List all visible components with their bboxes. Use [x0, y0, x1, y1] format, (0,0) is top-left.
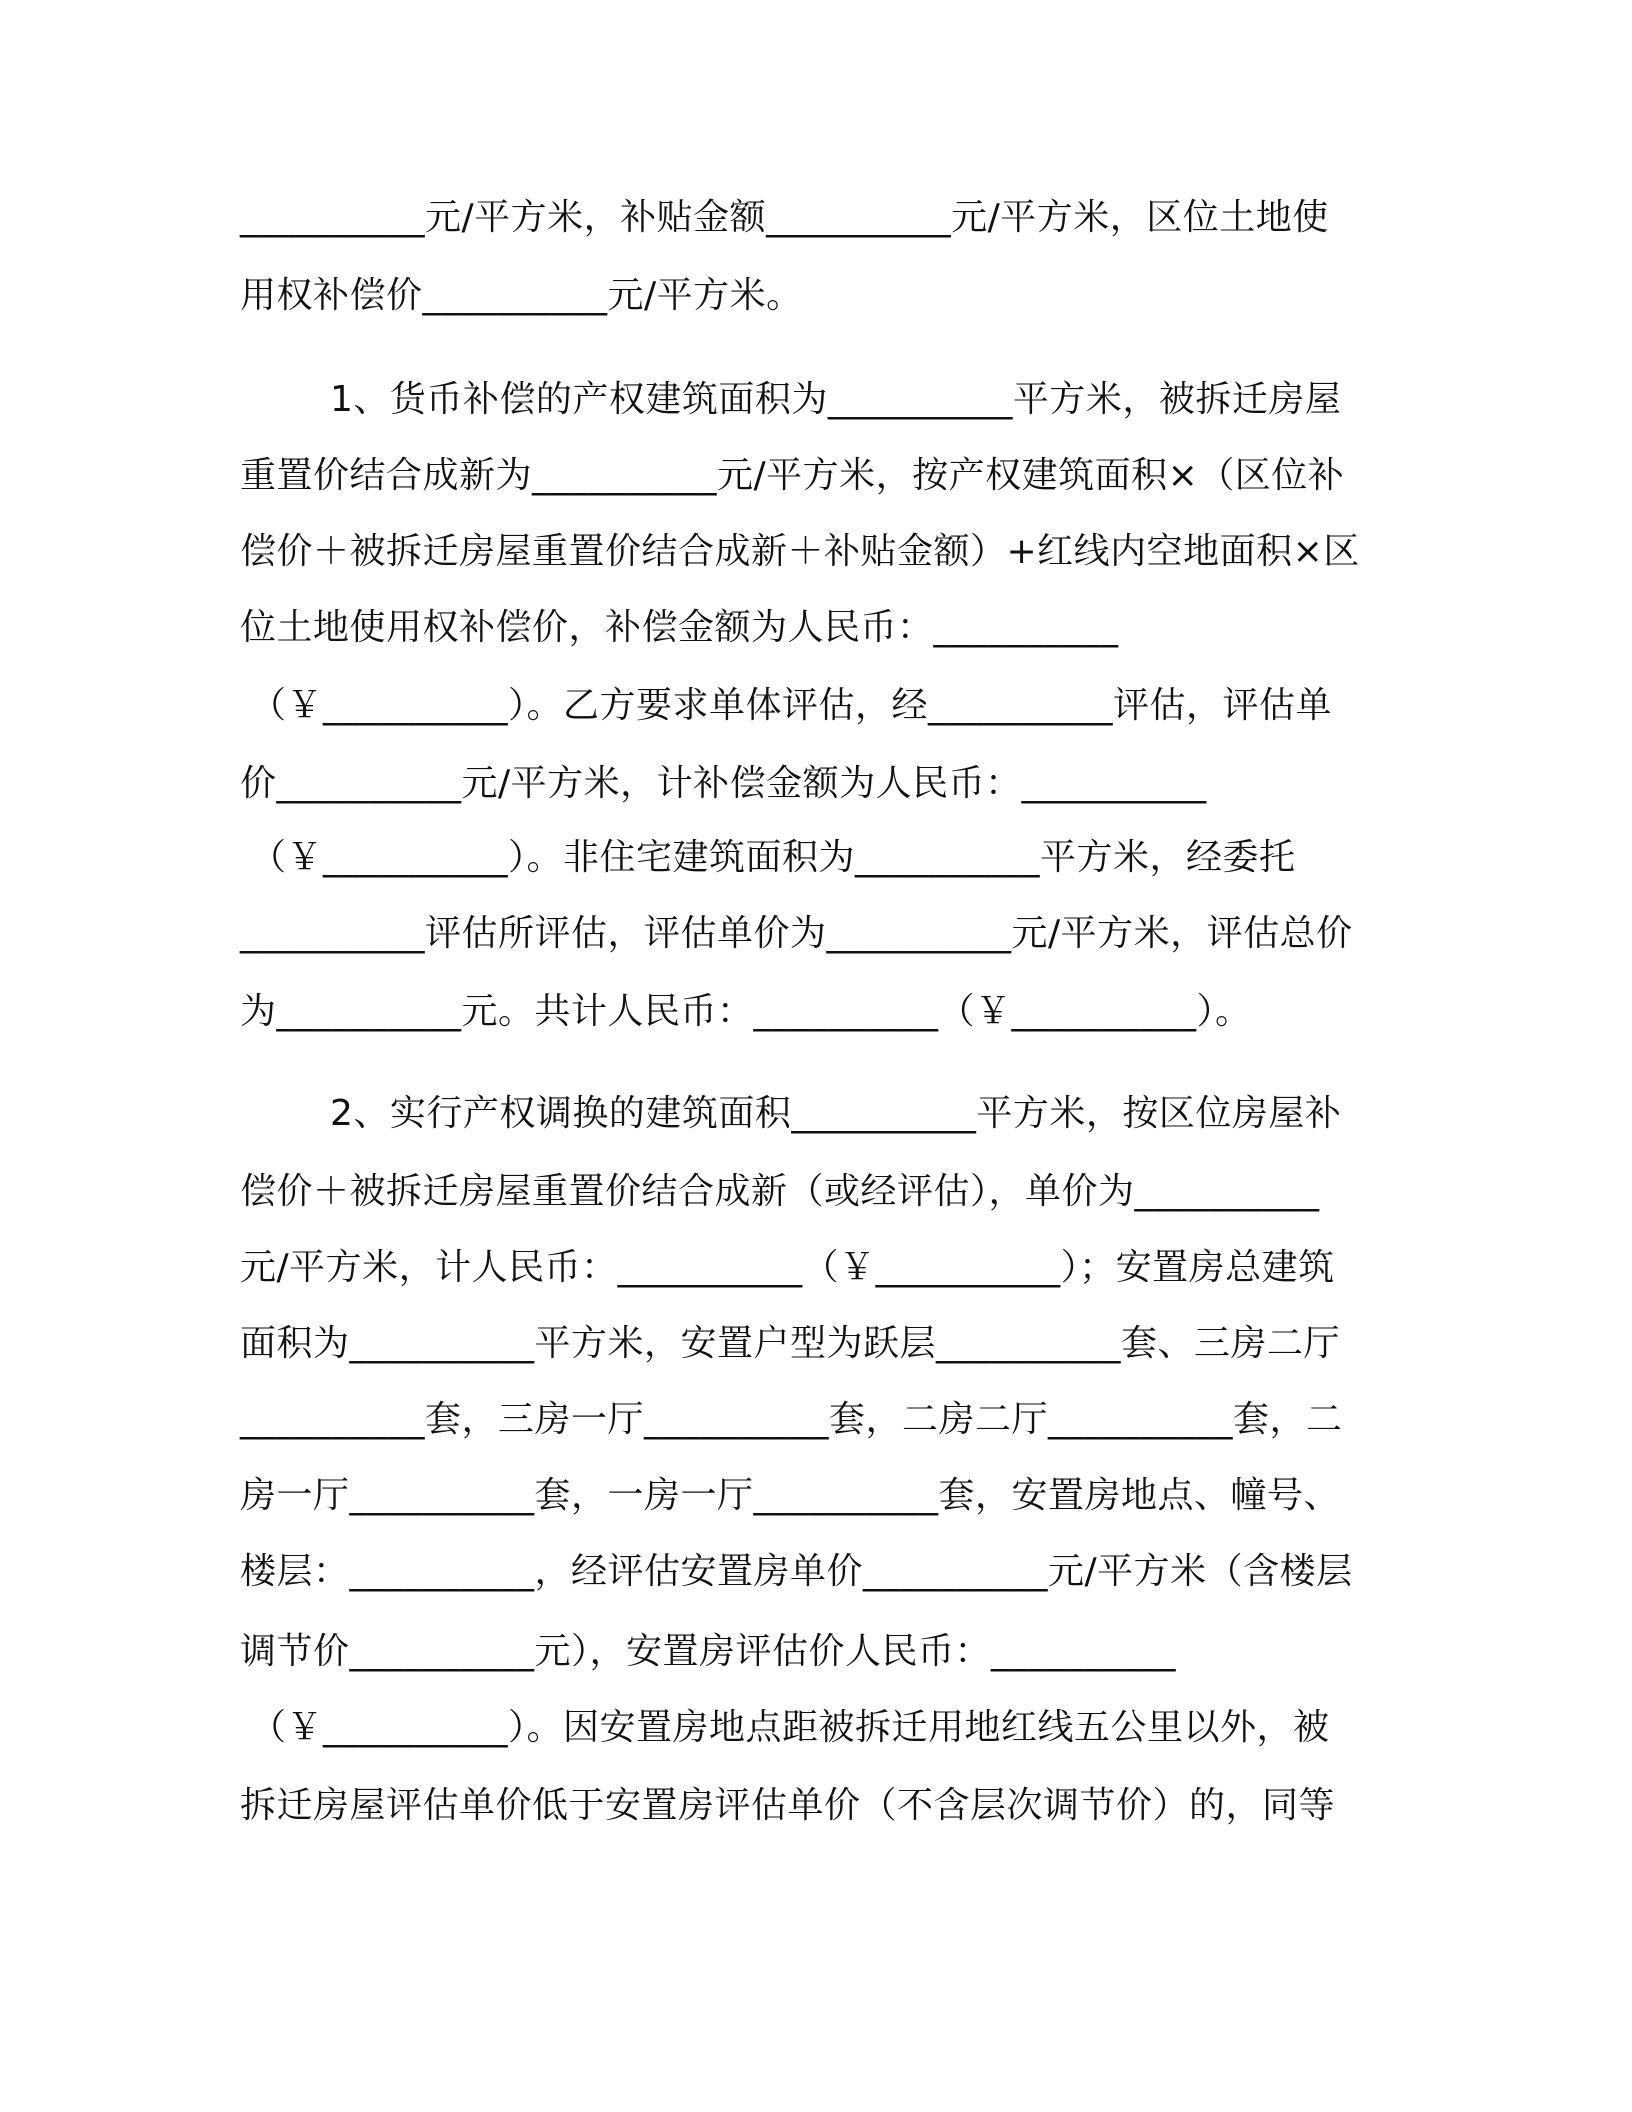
text-line: 重置价结合成新为__________元/平方米，按产权建筑面积×（区位补 [240, 455, 1345, 496]
text-line: 位土地使用权补偿价，补偿金额为人民币：__________ [240, 607, 1119, 648]
text-line: 用权补偿价__________元/平方米。 [240, 275, 803, 316]
text-line: __________套，三房一厅__________套，二房二厅__________套，二 [240, 1399, 1343, 1440]
text-line: 元/平方米，计人民币：__________（￥__________）；安置房总建筑 [240, 1247, 1335, 1288]
text-line: 楼层：__________，经评估安置房单价__________元/平方米（含楼层 [240, 1551, 1353, 1592]
text-line: （￥__________）。乙方要求单体评估，经__________评估，评估单 [250, 685, 1333, 726]
text-line: 房一厅__________套，一房一厅__________套，安置房地点、幢号、 [240, 1475, 1341, 1516]
text-line: __________评估所评估，评估单价为__________元/平方米，评估总价 [240, 913, 1353, 954]
paragraph-1-start: 1、货币补偿的产权建筑面积为__________平方米，被拆迁房屋 [330, 379, 1342, 420]
text-line: __________元/平方米，补贴金额__________元/平方米，区位土地使 [240, 197, 1329, 238]
text-line: 面积为__________平方米，安置户型为跃层__________套、三房二厅 [240, 1323, 1341, 1364]
text-line: 调节价__________元），安置房评估价人民币：__________ [240, 1631, 1177, 1672]
text-line: （￥__________）。因安置房地点距被拆迁用地红线五公里以外，被 [250, 1707, 1330, 1748]
paragraph-2-start: 2、实行产权调换的建筑面积__________平方米，按区位房屋补 [330, 1093, 1342, 1134]
text-line: 价__________元/平方米，计补偿金额为人民币：__________ [240, 763, 1207, 804]
text-line: 为__________元。共计人民币：__________（￥__________）。 [240, 991, 1252, 1032]
text-line: 偿价＋被拆迁房屋重置价结合成新（或经评估），单价为__________ [240, 1171, 1320, 1212]
text-line: （￥__________）。非住宅建筑面积为__________平方米，经委托 [250, 837, 1296, 878]
text-line: 偿价＋被拆迁房屋重置价结合成新＋补贴金额）+红线内空地面积×区 [240, 531, 1360, 572]
text-line: 拆迁房屋评估单价低于安置房评估单价（不含层次调节价）的，同等 [240, 1785, 1336, 1826]
